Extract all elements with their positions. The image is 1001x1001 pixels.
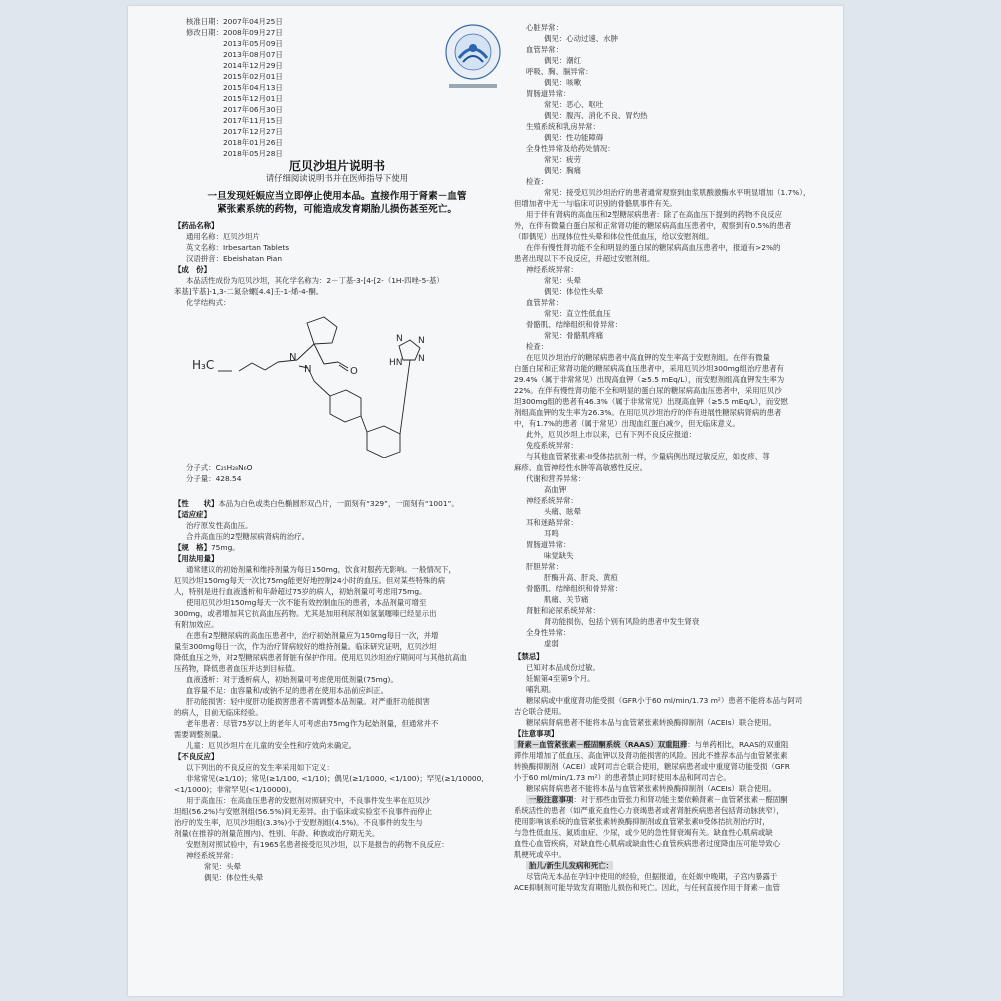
adverse-reaction-line: 但增加者中无一与临床可识别的骨骼肌事件有关。 [514, 199, 677, 208]
precautions-header: 【注意事项】 [514, 729, 559, 738]
adverse-reaction-line: 胃肠道异常： [526, 540, 571, 549]
revision-date: 2018年05月28日 [223, 149, 283, 158]
adverse-reaction-line: 高血钾 [544, 485, 567, 494]
adverse-reaction-line: 头痛、眩晕 [544, 507, 581, 516]
adverse-reaction-line: 29.4%（属于非常常见）出现高血钾（≥5.5 mEq/L），而安慰剂组高血钾发生率为 [514, 375, 785, 384]
contra-text: 妊娠第4至第9个月。 [526, 674, 595, 683]
fetal-text: 尽管尚无本品在孕妇中使用的经验，但据报道，在妊娠中晚期，子宫内暴露于 [526, 872, 778, 881]
adverse-reaction-line: 检查： [526, 177, 549, 186]
adverse-text: 安慰剂对照试验中，有1965名患者接受厄贝沙坦，以下是报告的药物不良反应： [186, 840, 449, 849]
spec-line [174, 542, 500, 553]
adverse-text: 坦组(56.2%)与安慰剂组(56.5%)间无差异。由于临床或实验室不良事件而停止 [174, 807, 433, 816]
adverse-reaction-line: 偶见：性功能障碍 [544, 133, 604, 142]
adverse-reaction-line: 外，在伴有微量白蛋白尿和正常肾功能的糖尿病高血压患者中，观察到有0.5%的患者 [514, 221, 792, 230]
o-label: O [350, 366, 358, 377]
adverse-reaction-line: 22%。在伴有慢性肾功能不全和明显的蛋白尿的糖尿病高血压患者中，采用厄贝沙 [514, 386, 782, 395]
section-text: 本品为白色或类白色椭圆形双凸片，一面刻有“329”，一面刻有“1001”。 [218, 499, 459, 508]
section-text: 75mg。 [210, 543, 240, 552]
general-text: ：对于那些血管张力和肾功能主要依赖肾素－血管紧张素－醛固酮 [573, 795, 788, 804]
revision-date: 2013年05月09日 [223, 39, 283, 48]
dosage-text: 有附加效应。 [174, 620, 219, 629]
adverse-reaction-line: 剂组高血钾的发生率为26.3%。在用厄贝沙坦治疗的伴有进展性糖尿病肾病的患者 [514, 408, 782, 417]
revision-date: 2018年01月26日 [223, 138, 283, 147]
dosage-text: 血容量不足：血容量和/或钠不足的患者在使用本品前应纠正。 [186, 686, 389, 695]
pregnancy-warning [174, 190, 500, 216]
leaflet-sheet [128, 6, 843, 996]
section-header: 【性 状】 [174, 499, 219, 508]
adverse-reaction-line: 用于伴有肾病的高血压和2型糖尿病患者：除了在高血压下提到的药物不良反应 [526, 210, 782, 219]
revision-date: 2014年12月29日 [223, 61, 283, 70]
contra-text: 哺乳期。 [526, 685, 556, 694]
composition-text: 苯基]苄基]-1,3-二氮杂螺[4.4]壬-1-烯-4-酮。 [174, 287, 324, 296]
adverse-reaction-line: 呼吸、胸、膈异常： [526, 67, 593, 76]
adverse-reaction-line: 偶见：胸痛 [544, 166, 581, 175]
adverse-reaction-line: 味觉缺失 [544, 551, 574, 560]
revision-date: 2017年12月27日 [223, 127, 283, 136]
contraindications-header: 【禁忌】 [514, 652, 544, 661]
document-title: 厄贝沙坦片说明书 [288, 159, 385, 173]
description-line [174, 498, 500, 509]
raas-line [514, 739, 826, 750]
n-label: N [304, 364, 312, 375]
n-label: N [418, 336, 425, 346]
generic-name: 通用名称：厄贝沙坦片 [186, 232, 260, 241]
dosage-text: 老年患者：尽管75岁以上的老年人可考虑由75mg作为起始剂量，但通常并不 [186, 719, 439, 728]
adverse-reaction-line: 偶见：潮红 [544, 56, 581, 65]
n-label: N [289, 352, 297, 363]
dosage-text: 人，特别是进行血液透析和年龄超过75岁的病人，初始剂量可考虑用75mg。 [174, 587, 427, 596]
dosage-text: 儿童：厄贝沙坦片在儿童的安全性和疗效尚未确定。 [186, 741, 356, 750]
adverse-reactions-header: 【不良反应】 [174, 752, 219, 761]
adverse-reaction-line: 白蛋白尿和正常肾功能的糖尿病高血压患者中，采用厄贝沙坦300mg组治疗患者有 [514, 364, 784, 373]
dosage-text: 血液透析：对于透析病人，初始剂量可考虑使用低剂量(75mg)。 [186, 675, 398, 684]
adverse-list-item: 神经系统异常： [186, 851, 238, 860]
pinyin-name: 汉语拼音：Ebeishatan Pian [186, 254, 282, 263]
dosage-text: 厄贝沙坦150mg每天一次比75mg能更好地控制24小时的血压。但对某些特殊的病 [174, 576, 446, 585]
molecular-formula: 分子式：C₂₅H₂₈N₆O [186, 463, 253, 472]
adverse-reaction-line: 肾功能损伤，包括个别有风险的患者中发生肾衰 [544, 617, 700, 626]
revision-date: 2017年11月15日 [223, 116, 283, 125]
adverse-reaction-line: 患者出现以下不良反应，并超过安慰剂组。 [514, 254, 655, 263]
dosage-text: 300mg，或者增加其它抗高血压药物。尤其是加用利尿剂如氢氯噻嗪已经显示出 [174, 609, 437, 618]
adverse-list-item: 常见：头晕 [204, 862, 241, 871]
adverse-reaction-line: 偶见：腹泻、消化不良、胃灼热 [544, 111, 648, 120]
dosage-text: 使用厄贝沙坦150mg每天一次不能有效控制血压的患者，本品剂量可增至 [186, 598, 427, 607]
adverse-reaction-line: 常见：疲劳 [544, 155, 581, 164]
adverse-reaction-line: 偶见：咳嗽 [544, 78, 581, 87]
dosage-text: 量至300mg每日一次，作为治疗肾病较好的维持剂量。临床研究证明，厄贝沙坦 [174, 642, 437, 651]
composition-header: 【成 份】 [174, 265, 211, 274]
revision-date: 核准日期：2007年04月25日 [186, 17, 283, 26]
adverse-reaction-line: 肝酶升高、肝炎、黄疸 [544, 573, 618, 582]
adverse-reaction-line: 骨骼肌、结缔组织和骨异常： [526, 320, 623, 329]
adverse-reaction-line: 常见：直立性低血压 [544, 309, 611, 318]
contra-text: 糖尿病或中重度肾功能受损（GFR小于60 ml/min/1.73 m²）患者不能将本品与阿司 [526, 696, 803, 705]
indication-text: 合并高血压的2型糖尿病肾病的治疗。 [186, 532, 309, 541]
adverse-reaction-line: 血管异常： [526, 298, 563, 307]
revision-date: 2013年08月07日 [223, 50, 283, 59]
adverse-text: 以下列出的不良反应的发生率采用如下定义： [186, 763, 334, 772]
adverse-text: 剂量(在推荐的剂量范围内)、性别、年龄、种族或治疗期无关。 [174, 829, 380, 838]
raas-text: 滞作用增加了低血压、高血钾以及肾功能损害的风险。因此不推荐本品与血管紧张素 [514, 751, 788, 760]
adverse-reaction-line: 常见：骨骼肌疼痛 [544, 331, 604, 340]
adverse-reaction-line: 坦300mg组的患者有46.3%（属于非常常见）出现高血钾（≥5.5 mEq/L），而安慰 [514, 397, 789, 406]
section-header: 【规 格】 [174, 543, 211, 552]
adverse-text: <1/1000)；非常罕见(<1/10000)。 [174, 785, 297, 794]
adverse-reaction-line: 中，有1.7%的患者（属于常见）出现血红蛋白减少，但无临床意义。 [514, 419, 740, 428]
h3c-label: H₃C [192, 358, 215, 372]
composition-text: 本品活性成份为厄贝沙坦，其化学名称为：2－丁基-3-[4-[2-（1H-四唑-5-基） [186, 276, 444, 285]
adverse-reaction-line: 肝胆异常： [526, 562, 563, 571]
adverse-reaction-line: 骨骼肌、结缔组织和骨异常： [526, 584, 623, 593]
hn-label: HN [389, 358, 403, 368]
indication-header: 【适应症】 [174, 510, 211, 519]
adverse-reaction-line: 常见：头晕 [544, 276, 581, 285]
document-subtitle: 请仔细阅读说明书并在医师指导下使用 [265, 173, 409, 183]
english-name: 英文名称：Irbesartan Tablets [186, 243, 290, 252]
adverse-reaction-line: 胃肠道异常： [526, 89, 571, 98]
dosage-text: 压药物，降低患者血压并达到目标值。 [174, 664, 300, 673]
adverse-reaction-line: 生殖系统和乳房异常： [526, 122, 600, 131]
dosage-text: 在患有2型糖尿病的高血压患者中，治疗初始剂量应为150mg每日一次，并增 [186, 631, 439, 640]
adverse-reaction-list [514, 22, 826, 649]
adverse-reaction-line: （即偶见）出现体位性头晕和体位性低血压，给以安慰剂组。 [514, 232, 714, 241]
adverse-reaction-line: 检查： [526, 342, 549, 351]
warning-line: 一旦发现妊娠应当立即停止使用本品。直接作用于肾素－血管 [207, 191, 467, 202]
general-heading: 一般注意事项 [526, 795, 573, 804]
raas-text: 小于60 ml/min/1.73 m²）的患者禁止同时使用本品和阿司吉仑。 [514, 773, 731, 782]
fetal-text: ACE抑制剂可能导致发育期胎儿损伤和死亡。因此，与任何直接作用于肾素－血管 [514, 883, 781, 892]
general-text: 与急性低血压、氮质血症、少尿，或少见的急性肾衰竭有关。缺血性心肌病或缺 [514, 828, 773, 837]
general-line [514, 794, 826, 805]
adverse-reaction-line: 全身性异常及给药处情况： [526, 144, 615, 153]
adverse-reaction-line: 虚弱 [544, 639, 559, 648]
adverse-text: 用于高血压：在高血压患者的安慰剂对照研究中，不良事件发生率在厄贝沙 [186, 796, 430, 805]
adverse-reaction-line: 神经系统异常： [526, 265, 578, 274]
general-text: 血性心血管疾病，对缺血性心肌病或缺血性心血管疾病患者过度降血压可能导致心 [514, 839, 781, 848]
adverse-reaction-line: 心脏异常： [526, 23, 563, 32]
dosage-text: 需要调整剂量。 [174, 730, 226, 739]
drug-name-header: 【药品名称】 [174, 221, 219, 230]
dosage-text: 降低血压之外，对2型糖尿病患者肾脏有保护作用。使用厄贝沙坦治疗期间可与其他抗高血 [174, 653, 467, 662]
revision-date: 2015年12月01日 [223, 94, 283, 103]
structure-diagram [174, 308, 494, 458]
adverse-reaction-line: 常见：恶心、呕吐 [544, 100, 604, 109]
n-label: N [418, 354, 425, 364]
raas-text: 糖尿病肾病患者不能将本品与血管紧张素转换酶抑制剂（ACEIs）联合使用。 [526, 784, 776, 793]
chemical-structure [174, 308, 500, 458]
raas-text: ：与单药相比，RAAS的双重阻 [687, 740, 789, 749]
adverse-reaction-line: 耳鸣 [544, 529, 559, 538]
fetal-line [514, 860, 826, 871]
adverse-reaction-line: 血管异常： [526, 45, 563, 54]
revision-date: 修改日期：2008年09月27日 [186, 28, 283, 37]
adverse-reaction-line: 常见：接受厄贝沙坦治疗的患者通常观察到血浆肌酸激酶水平明显增加（1.7%）， [544, 188, 811, 197]
right-column [514, 22, 826, 893]
adverse-reaction-line: 偶见：心动过速、水肿 [544, 34, 618, 43]
raas-heading: 肾素－血管紧张素－醛固酮系统（RAAS）双重阻滞 [514, 740, 687, 749]
revision-date: 2015年02月01日 [223, 72, 283, 81]
contra-text: 糖尿病肾病患者不能将本品与血管紧张素转换酶抑制剂（ACEIs）联合使用。 [526, 718, 776, 727]
fetal-heading: 胎儿/新生儿发病和死亡： [526, 861, 613, 870]
adverse-text: 治疗的发生率，厄贝沙坦组(3.3%)小于安慰剂组(4.5%)。不良事件的发生与 [174, 818, 423, 827]
adverse-reaction-line: 肾脏和泌尿系统异常： [526, 606, 600, 615]
composition-text: 化学结构式： [186, 298, 231, 307]
general-text: 使用影响该系统的血管紧张素转换酶抑制剂或血管紧张素II受体拮抗剂治疗时， [514, 817, 770, 826]
adverse-reaction-line: 麻疹、血管神经性水肿等高敏感性反应。 [514, 463, 648, 472]
dosage-header: 【用法用量】 [174, 554, 219, 563]
revision-date: 2015年04月13日 [223, 83, 283, 92]
adverse-reaction-line: 耳和迷路异常： [526, 518, 578, 527]
adverse-reaction-line: 神经系统异常： [526, 496, 578, 505]
adverse-list-item: 偶见：体位性头晕 [204, 873, 264, 882]
revision-date: 2017年06月30日 [223, 105, 283, 114]
n-label: N [396, 334, 403, 344]
dosage-text: 通常建议的初始剂量和维持剂量为每日150mg，饮食对服药无影响。一般情况下， [186, 565, 456, 574]
adverse-reaction-line: 免疫系统异常： [526, 441, 578, 450]
general-text: 系统活性的患者（如严重充血性心力衰竭患者或者肾脏疾病患者包括肾动脉狭窄）， [514, 806, 784, 815]
adverse-reaction-line: 全身性异常： [526, 628, 571, 637]
dosage-text: 的病人，目前无临床经验。 [174, 708, 263, 717]
adverse-text: 非常常见(≥1/10)；常见(≥1/100, <1/10)；偶见(≥1/1000, <1/100)；罕见(≥1/10000, [186, 774, 484, 783]
dosage-text: 肝功能损害：轻中度肝功能损害患者不需调整本品剂量。对严重肝功能损害 [186, 697, 430, 706]
adverse-reaction-line: 偶见：体位性头晕 [544, 287, 604, 296]
adverse-reaction-line: 在伴有慢性肾功能不全和明显的蛋白尿的糖尿病高血压患者中，报道有>2%的 [526, 243, 781, 252]
raas-text: 转换酶抑制剂（ACEI）或阿司吉仑联合使用，糖尿病患者或中重度肾功能受损（GFR [514, 762, 790, 771]
contra-text: 吉仑联合使用。 [514, 707, 566, 716]
molecular-weight: 分子量：428.54 [186, 474, 242, 483]
adverse-reaction-line: 肌痛、关节痛 [544, 595, 589, 604]
indication-text: 治疗原发性高血压。 [186, 521, 253, 530]
left-column [174, 16, 500, 883]
revision-dates [186, 16, 500, 159]
warning-line: 紧张素系统的药物，可能造成发育期胎儿损伤甚至死亡。 [217, 204, 457, 215]
adverse-reaction-line: 在厄贝沙坦治疗的糖尿病患者中高血钾的发生率高于安慰剂组。在伴有微量 [526, 353, 770, 362]
adverse-reaction-line: 与其他血管紧张素-II受体拮抗剂一样，少量病例出现过敏反应，如皮疹、荨 [526, 452, 770, 461]
general-text: 肌梗死或卒中。 [514, 850, 566, 859]
contra-text: 已知对本品成份过敏。 [526, 663, 600, 672]
adverse-reaction-line: 代谢和营养异常： [526, 474, 586, 483]
adverse-reaction-line: 此外，厄贝沙坦上市以来，已有下列不良反应报道： [526, 430, 696, 439]
